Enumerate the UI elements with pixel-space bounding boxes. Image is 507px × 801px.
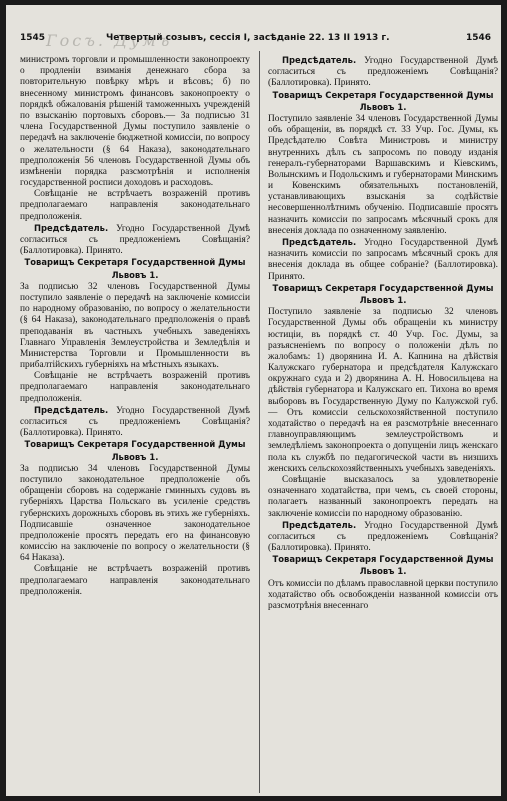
section-heading: Товарищъ Секретаря Государственной Думы Львовъ 1. (272, 282, 494, 305)
speaker-label: Предсѣдатель. (282, 237, 357, 247)
paragraph: Поступило заявленіе 34 членовъ Государственной Думы объ обращеніи, въ порядкѣ ст. 33 Учр. Гос. Думы, къ Предсѣдателю Совѣта Министровъ и министру внутреннихъ дѣлъ съ запросомъ по поводу изданія генералъ-губернаторами Варшавскимъ и Кіевскимъ, Волынскимъ и Подольскимъ и губернаторами Минскимъ и Ковенскимъ обязательныхъ постановленій, устанавливающихъ взысканія за содѣйствіе несовершеннолѣтнимъ обученію. Подписавшіе просятъ назначить комиссіи по запросамъ мѣсячный срокъ для внесенія доклада по означенному заявленію. (268, 113, 498, 236)
column-divider (259, 51, 260, 793)
paragraph: Предсѣдатель. Угодно Государственной Думѣ согласиться съ предложеніемъ Совѣщанія? (Баллотировка). Принято. (268, 55, 498, 89)
paragraph: Предсѣдатель. Угодно Государственной Думѣ согласиться съ предложеніемъ Совѣщанія? (Баллотировка). Принято. (268, 519, 498, 554)
paragraph: Предсѣдатель. Угодно Государственной Думѣ согласиться съ предложеніемъ Совѣщанія? (Баллотировка). Принято. (20, 222, 250, 257)
paragraph: Отъ комиссіи по дѣламъ православной церкви поступило ходатайство объ освобожденіи названной комиссіи отъ разсмотрѣнія внесеннаго (268, 578, 498, 611)
paragraph: министромъ торговли и промышленности законопроекту о продленіи взиманія денежнаго сбора за повторительную повѣрку мѣръ и вѣсовъ; б) по внесенному министромъ финансовъ законопроекту о порядкѣ обжалованія рѣшеній таможенныхъ учрежденій по взысканію портовыхъ сборовъ.— За подписью 31 члена Государственной Думы поступило заявленіе о передачѣ на заключеніе бюджетной комиссіи, по вопросу о желательности (§ 64 Наказа), законодательнаго предположенія 56 членовъ Государственной Думы объ измѣненіи порядка разсмотрѣнія и исполненія государственной росписи доходовъ и расходовъ. (20, 55, 250, 189)
speaker-label: Предсѣдатель. (34, 404, 109, 415)
paragraph: Предсѣдатель. Угодно Государственной Думѣ согласиться съ предложеніемъ Совѣщанія? (Баллотировка). Принято. (20, 404, 250, 439)
section-heading: Товарищъ Секретаря Государственной Думы Львовъ 1. (24, 439, 246, 462)
paragraph: За подписью 32 членовъ Государственной Думы поступило заявленіе о передачѣ на заключеніе комиссіи по народному образованію, по вопросу о желательности (§ 64 Наказа), законодательнаго предположенія о правѣ преподаванія въ частныхъ учебныхъ заведеніяхъ Главнаго Управленія Землеустройства и Земледѣлія и Министерства Торговли и Промышленности въ прибалтійскихъ губерніяхъ на мѣстныхъ языкахъ. (20, 281, 250, 371)
right-column (268, 55, 498, 612)
paragraph: Совѣщаніе не встрѣчаетъ возраженій противъ предполагаемаго направленія законодательнаго предположенія. (20, 564, 250, 597)
paragraph: За подписью 34 членовъ Государственной Думы поступило законодательное предположеніе объ обращеніи сборовъ на содержаніе гминныхъ судовъ въ губерніяхъ Царства Польскаго въ усиленіе средствъ губернскихъ дорожныхъ сборовъ въ этихъ же губерніяхъ. Подписавшіе означенное законодательное предположеніе просятъ передать его на финансовую комиссію на заключеніе по вопросу о желательности (§ 64 Наказа). (20, 463, 250, 564)
page-header (6, 33, 501, 47)
page-number-left: 1545 (20, 33, 46, 43)
speaker-label: Предсѣдатель. (282, 519, 357, 530)
newspaper-page (6, 5, 501, 796)
left-column (20, 55, 250, 598)
section-heading: Товарищъ Секретаря Государственной Думы Львовъ 1. (24, 257, 246, 280)
speaker-label: Предсѣдатель. (34, 222, 109, 233)
speaker-label: Предсѣдатель. (282, 55, 357, 65)
paragraph: Совѣщаніе не встрѣчаетъ возраженій противъ предполагаемаго направленія законодательнаго предположенія. (20, 189, 250, 222)
section-heading: Товарищъ Секретаря Государственной Думы Львовъ 1. (272, 554, 494, 577)
paragraph: Совѣщаніе не встрѣчаетъ возраженій противъ предполагаемаго направленія законодательнаго предположенія. (20, 371, 250, 404)
paragraph: Совѣщаніе высказалось за удовлетвореніе означеннаго ходатайства, при чемъ, съ своей стороны, полагаетъ названный законопроектъ передать на заключеніе комиссіи по народному образованію. (268, 474, 498, 519)
section-heading: Товарищъ Секретаря Государственной Думы Львовъ 1. (272, 89, 494, 112)
running-title: Четвертый созывъ, сессія I, засѣданіе 22. 13 II 1913 г. (106, 33, 390, 43)
page-number-right: 1546 (465, 33, 491, 43)
paragraph: Предсѣдатель. Угодно Государственной Думѣ назначить комиссіи по запросамъ мѣсячный срокъ для внесенія доклада въ общее собраніе? (Баллотировка). Принято. (268, 237, 498, 282)
faint-stamp: Госъ. Думъ (46, 31, 173, 50)
paragraph: Поступило заявленіе за подписью 32 членовъ Государственной Думы объ обращеніи къ министру юстиціи, въ порядкѣ ст. 40 Учр. Гос. Думы, за разъясненіемъ по вопросу о положеніи дѣлъ по жалобамъ: 1) дворянина И. А. Капнина на дѣйствія Калужскаго губернатора и предсѣдателя Калужскаго окружнаго суда и 2) дворянина А. Н. Новосильцева на дѣйствія губернатора и Калужскаго еп. Тихона во время выборовъ въ Государственную Думу по Калужской губ.— Отъ комиссіи сельскохозяйственной поступило ходатайство о передачѣ на ея разсмотрѣніе внесеннаго главноуправляющимъ землеустройствомъ и земледѣліемъ законопроекта о допущеніи лицъ женскаго пола къ службѣ по педагогической части въ низшихъ женскихъ сельскохозяйственныхъ учебныхъ заведеніяхъ. (268, 307, 498, 474)
